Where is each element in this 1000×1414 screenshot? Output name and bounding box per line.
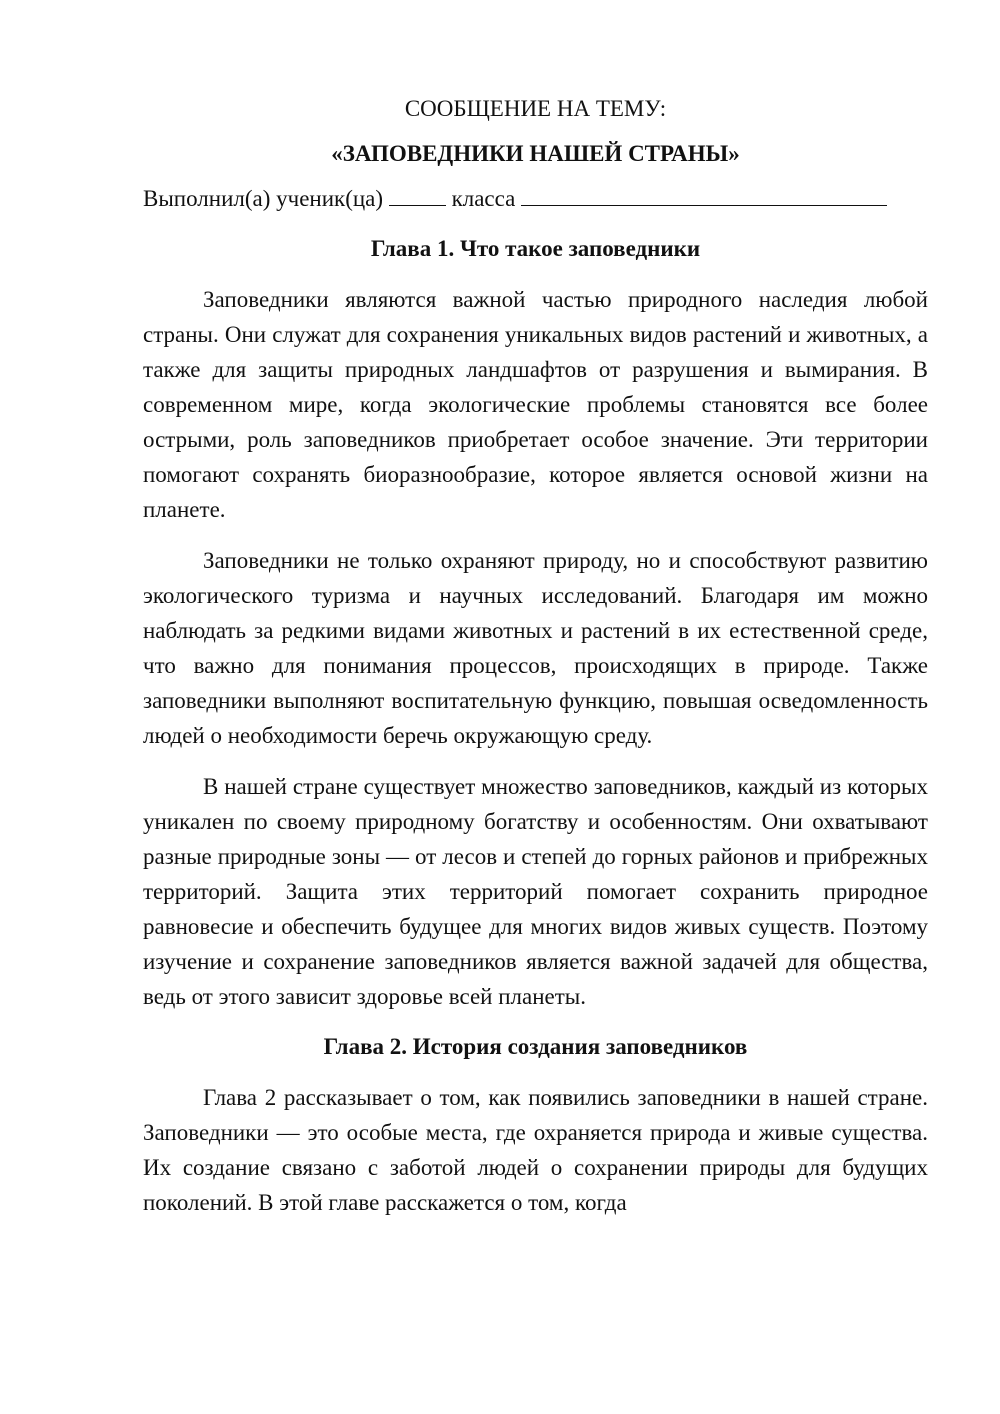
chapter-1-paragraph: В нашей стране существует множество заповедников, каждый из которых уникален по своему природному богатству и особенностям. Они охватывают разные природные зоны — от лесов и степей до горных районов и прибрежных территорий. Защита этих территорий помогает сохранить природное равновесие и обеспечить будущее для многих видов живых существ. Поэтому изучение и сохранение заповедников является важной задачей для общества, ведь от этого зависит здоровье всей планеты. [143, 774, 928, 1009]
document-title-topic: СООБЩЕНИЕ НА ТЕМУ: [404, 96, 667, 121]
document-title: «ЗАПОВЕДНИКИ НАШЕЙ СТРАНЫ» [331, 141, 740, 166]
class-label: класса [451, 186, 516, 211]
class-number-blank [389, 183, 446, 206]
chapter-2-heading: Глава 2. История создания заповедников [323, 1034, 748, 1059]
chapter-1-paragraph: Заповедники являются важной частью природного наследия любой страны. Они служат для сохранения уникальных видов растений и животных, а также для защиты природных ландшафтов от разрушения и вымирания. В современном мире, когда экологические проблемы становятся все более острыми, роль заповедников приобретает особое значение. Эти территории помогают сохранять биоразнообразие, которое является основой жизни на планете. [143, 287, 928, 522]
chapter-1-paragraph: Заповедники не только охраняют природу, но и способствуют развитию экологического туризма и научных исследований. Благодаря им можно наблюдать за редкими видами животных и растений в их естественной среде, что важно для понимания процессов, происходящих в природе. Также заповедники выполняют воспитательную функцию, повышая осведомленность людей о необходимости беречь окружающую среду. [143, 548, 928, 748]
document-page [143, 92, 928, 1220]
author-line [143, 182, 928, 216]
chapter-2-paragraph: Глава 2 рассказывает о том, как появились заповедники в нашей стране. Заповедники — это особые места, где охраняется природа и живые существа. Их создание связано с заботой людей о сохранении природы для будущих поколений. В этой главе расскажется о том, когда [143, 1085, 928, 1215]
author-name-blank [521, 183, 887, 206]
chapter-1-heading: Глава 1. Что такое заповедники [370, 236, 701, 261]
author-label: Выполнил(а) ученик(ца) [143, 186, 384, 211]
